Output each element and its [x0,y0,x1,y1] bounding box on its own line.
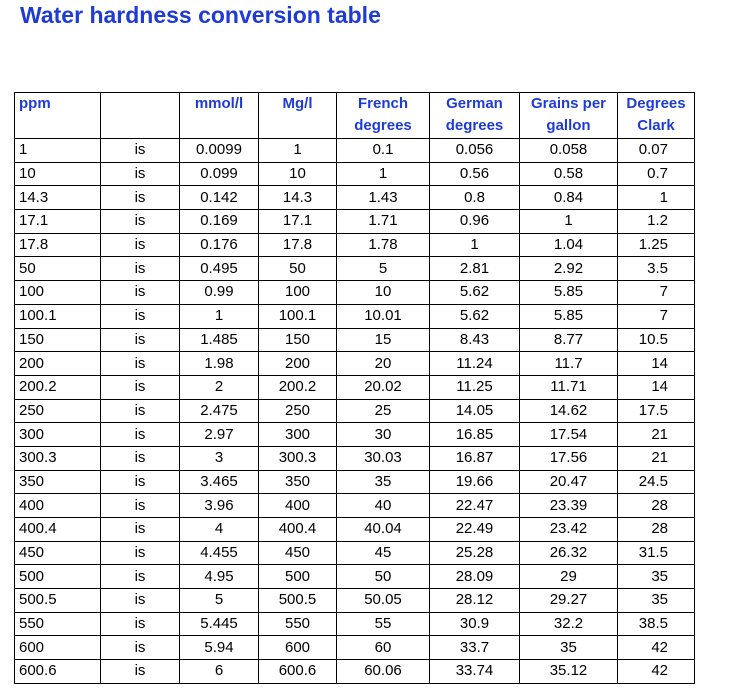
cell-grains: 20.47 [520,470,618,494]
cell-french: 0.1 [337,139,430,163]
table-row [15,304,695,328]
cell-mmol: 6 [180,660,259,684]
cell-mg: 600 [259,636,337,660]
cell-ppm: 200.2 [15,375,101,399]
cell-french: 50.05 [337,589,430,613]
table-row [15,399,695,423]
header-grains-per-gallon: Grains per gallon [520,93,618,139]
cell-mg: 1 [259,139,337,163]
cell-german: 1 [430,233,520,257]
cell-grains: 23.39 [520,494,618,518]
cell-is: is [101,423,180,447]
cell-mg: 500 [259,565,337,589]
cell-german: 0.56 [430,162,520,186]
cell-clark: 21 [618,423,695,447]
cell-clark: 1.2 [618,210,695,234]
cell-french: 10 [337,281,430,305]
cell-ppm: 300 [15,423,101,447]
cell-ppm: 300.3 [15,446,101,470]
cell-french: 1 [337,162,430,186]
cell-ppm: 500.5 [15,589,101,613]
cell-mg: 400 [259,494,337,518]
cell-mmol: 3 [180,446,259,470]
table-row [15,233,695,257]
cell-french: 1.78 [337,233,430,257]
cell-grains: 35 [520,636,618,660]
cell-is: is [101,399,180,423]
cell-grains: 17.54 [520,423,618,447]
cell-grains: 11.7 [520,352,618,376]
table-row [15,565,695,589]
cell-german: 5.62 [430,304,520,328]
table-row [15,375,695,399]
cell-french: 60.06 [337,660,430,684]
cell-clark: 42 [618,636,695,660]
table-row [15,210,695,234]
cell-clark: 17.5 [618,399,695,423]
cell-is: is [101,470,180,494]
cell-mg: 300.3 [259,446,337,470]
cell-ppm: 450 [15,541,101,565]
cell-ppm: 600.6 [15,660,101,684]
cell-ppm: 400.4 [15,518,101,542]
cell-german: 8.43 [430,328,520,352]
cell-german: 22.49 [430,518,520,542]
cell-grains: 0.58 [520,162,618,186]
cell-german: 0.8 [430,186,520,210]
table-row [15,589,695,613]
cell-german: 2.81 [430,257,520,281]
cell-ppm: 500 [15,565,101,589]
cell-mmol: 3.96 [180,494,259,518]
cell-mg: 450 [259,541,337,565]
header-mg: Mg/l [259,93,337,139]
cell-german: 5.62 [430,281,520,305]
cell-clark: 0.7 [618,162,695,186]
cell-mg: 500.5 [259,589,337,613]
cell-german: 0.96 [430,210,520,234]
cell-french: 30 [337,423,430,447]
table-row [15,257,695,281]
cell-ppm: 100.1 [15,304,101,328]
cell-mg: 400.4 [259,518,337,542]
cell-grains: 5.85 [520,281,618,305]
table-row [15,328,695,352]
cell-mmol: 5.445 [180,612,259,636]
cell-german: 33.7 [430,636,520,660]
cell-german: 0.056 [430,139,520,163]
cell-clark: 3.5 [618,257,695,281]
header-row [15,93,695,139]
cell-is: is [101,257,180,281]
table-row [15,541,695,565]
cell-clark: 10.5 [618,328,695,352]
cell-mmol: 0.0099 [180,139,259,163]
cell-is: is [101,589,180,613]
cell-mmol: 4 [180,518,259,542]
cell-clark: 35 [618,589,695,613]
cell-grains: 5.85 [520,304,618,328]
table-row [15,281,695,305]
cell-mg: 10 [259,162,337,186]
cell-is: is [101,565,180,589]
cell-french: 25 [337,399,430,423]
cell-ppm: 200 [15,352,101,376]
cell-mmol: 0.495 [180,257,259,281]
cell-mmol: 2.475 [180,399,259,423]
cell-french: 15 [337,328,430,352]
cell-grains: 1.04 [520,233,618,257]
cell-mg: 200.2 [259,375,337,399]
cell-ppm: 350 [15,470,101,494]
cell-mmol: 0.176 [180,233,259,257]
cell-french: 10.01 [337,304,430,328]
cell-french: 20 [337,352,430,376]
cell-ppm: 250 [15,399,101,423]
cell-ppm: 17.1 [15,210,101,234]
header-mmol: mmol/l [180,93,259,139]
cell-mmol: 4.455 [180,541,259,565]
cell-german: 14.05 [430,399,520,423]
table-row [15,139,695,163]
cell-is: is [101,518,180,542]
cell-mmol: 1 [180,304,259,328]
cell-mmol: 4.95 [180,565,259,589]
cell-is: is [101,210,180,234]
cell-is: is [101,281,180,305]
cell-french: 50 [337,565,430,589]
cell-french: 20.02 [337,375,430,399]
cell-german: 28.12 [430,589,520,613]
cell-grains: 14.62 [520,399,618,423]
cell-ppm: 600 [15,636,101,660]
cell-grains: 32.2 [520,612,618,636]
cell-mg: 200 [259,352,337,376]
cell-clark: 7 [618,304,695,328]
cell-grains: 17.56 [520,446,618,470]
header-ppm: ppm [15,93,101,139]
table-row [15,470,695,494]
cell-mg: 17.1 [259,210,337,234]
cell-grains: 11.71 [520,375,618,399]
cell-grains: 0.058 [520,139,618,163]
cell-mmol: 0.142 [180,186,259,210]
header-french-degrees: French degrees [337,93,430,139]
cell-clark: 7 [618,281,695,305]
cell-french: 55 [337,612,430,636]
cell-grains: 1 [520,210,618,234]
cell-clark: 1 [618,186,695,210]
cell-clark: 31.5 [618,541,695,565]
cell-ppm: 1 [15,139,101,163]
cell-french: 5 [337,257,430,281]
cell-french: 35 [337,470,430,494]
cell-ppm: 14.3 [15,186,101,210]
cell-clark: 24.5 [618,470,695,494]
cell-clark: 14 [618,375,695,399]
table-row [15,352,695,376]
cell-german: 22.47 [430,494,520,518]
cell-german: 16.85 [430,423,520,447]
header-german-degrees: German degrees [430,93,520,139]
cell-is: is [101,233,180,257]
table-row [15,186,695,210]
cell-mg: 150 [259,328,337,352]
cell-ppm: 100 [15,281,101,305]
cell-grains: 0.84 [520,186,618,210]
cell-french: 1.43 [337,186,430,210]
table-body [15,139,695,684]
table-row [15,612,695,636]
cell-german: 16.87 [430,446,520,470]
cell-german: 11.25 [430,375,520,399]
page-title: Water hardness conversion table [20,2,381,28]
cell-mmol: 2 [180,375,259,399]
cell-french: 40 [337,494,430,518]
cell-is: is [101,636,180,660]
cell-mg: 250 [259,399,337,423]
header-degrees-clark: Degrees Clark [618,93,695,139]
cell-french: 30.03 [337,446,430,470]
cell-mmol: 5.94 [180,636,259,660]
table-row [15,162,695,186]
cell-mg: 14.3 [259,186,337,210]
cell-french: 45 [337,541,430,565]
cell-ppm: 550 [15,612,101,636]
cell-ppm: 17.8 [15,233,101,257]
cell-clark: 35 [618,565,695,589]
cell-ppm: 50 [15,257,101,281]
cell-mg: 350 [259,470,337,494]
cell-clark: 0.07 [618,139,695,163]
cell-grains: 29 [520,565,618,589]
cell-ppm: 150 [15,328,101,352]
table-row [15,636,695,660]
cell-mmol: 2.97 [180,423,259,447]
cell-mg: 50 [259,257,337,281]
cell-is: is [101,446,180,470]
cell-grains: 35.12 [520,660,618,684]
cell-french: 40.04 [337,518,430,542]
cell-is: is [101,352,180,376]
cell-mg: 100 [259,281,337,305]
cell-clark: 21 [618,446,695,470]
cell-clark: 42 [618,660,695,684]
cell-mg: 300 [259,423,337,447]
cell-clark: 1.25 [618,233,695,257]
table-row [15,446,695,470]
cell-clark: 38.5 [618,612,695,636]
cell-is: is [101,186,180,210]
cell-ppm: 10 [15,162,101,186]
cell-clark: 28 [618,494,695,518]
cell-grains: 23.42 [520,518,618,542]
conversion-table [14,92,695,684]
cell-grains: 2.92 [520,257,618,281]
cell-german: 19.66 [430,470,520,494]
cell-german: 28.09 [430,565,520,589]
cell-clark: 28 [618,518,695,542]
cell-mmol: 3.465 [180,470,259,494]
cell-mmol: 0.169 [180,210,259,234]
cell-is: is [101,328,180,352]
cell-french: 1.71 [337,210,430,234]
table-row [15,518,695,542]
cell-mmol: 0.099 [180,162,259,186]
cell-clark: 14 [618,352,695,376]
cell-is: is [101,660,180,684]
table-row [15,423,695,447]
cell-is: is [101,304,180,328]
cell-mmol: 1.98 [180,352,259,376]
table-row [15,494,695,518]
cell-is: is [101,139,180,163]
cell-mmol: 5 [180,589,259,613]
cell-mg: 600.6 [259,660,337,684]
cell-german: 25.28 [430,541,520,565]
cell-mg: 550 [259,612,337,636]
cell-is: is [101,612,180,636]
header-is [101,93,180,139]
cell-is: is [101,375,180,399]
cell-german: 30.9 [430,612,520,636]
cell-french: 60 [337,636,430,660]
cell-german: 11.24 [430,352,520,376]
cell-mg: 100.1 [259,304,337,328]
cell-grains: 29.27 [520,589,618,613]
cell-mmol: 0.99 [180,281,259,305]
cell-german: 33.74 [430,660,520,684]
cell-is: is [101,541,180,565]
cell-is: is [101,494,180,518]
cell-mg: 17.8 [259,233,337,257]
cell-grains: 26.32 [520,541,618,565]
table-row [15,660,695,684]
cell-ppm: 400 [15,494,101,518]
cell-grains: 8.77 [520,328,618,352]
cell-mmol: 1.485 [180,328,259,352]
cell-is: is [101,162,180,186]
